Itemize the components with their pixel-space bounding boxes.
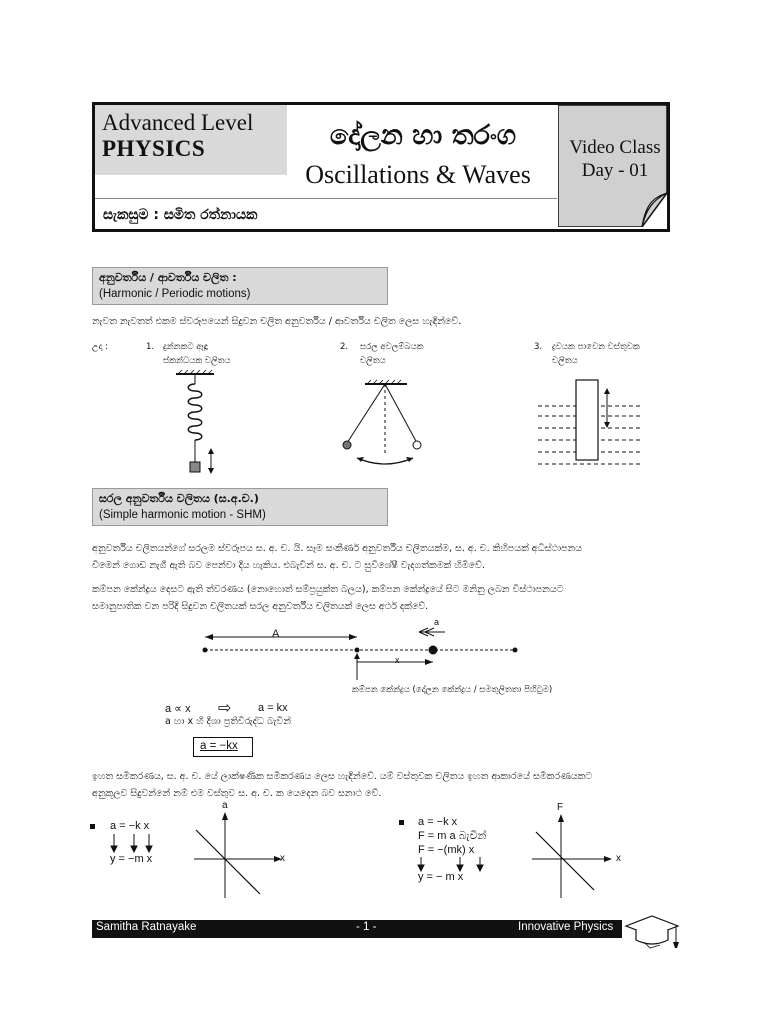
example-1-line2: ස්කන්ධයක චලිතය bbox=[163, 356, 231, 366]
displacement-label: x bbox=[395, 655, 400, 665]
footer-page-number: - 1 - bbox=[356, 921, 377, 933]
right-graph bbox=[528, 810, 628, 900]
pendulum-diagram bbox=[335, 378, 435, 470]
footer-brand: Innovative Physics bbox=[518, 921, 614, 933]
center-caption: කම්පන කේන්ද්‍රය (දෝලන කේන්ද්‍රය / සමතුලිතතා පිහිටුම) bbox=[352, 685, 553, 695]
graduation-cap-icon bbox=[622, 912, 682, 952]
title-sinhala: දෝලන හා තරංග bbox=[329, 120, 517, 151]
implies-arrow: ⇨ bbox=[218, 700, 232, 717]
spring-mass-diagram bbox=[170, 370, 230, 480]
subject-label: PHYSICS bbox=[102, 136, 206, 161]
relation-equation: a = kx bbox=[258, 702, 288, 714]
example-label: උදා : bbox=[92, 342, 108, 352]
paragraph-1-line2: වීමෙන් ගොඩ නැගී ඇති බව පෙන්වා දිය හැකිය. එබැවින් ස. අ. ච. ට සුවිශේෂී වැදගත්කමක් හිමිවේ. bbox=[92, 560, 485, 571]
left-graph-y-label: a bbox=[222, 800, 228, 811]
right-graph-y-label: F bbox=[557, 802, 564, 813]
intro-text: නැවත නැවතත් එකම ස්වරූපයෙන් සිදුවන චලිත අනුවර්තීය / ආවර්තීය චලිත ලෙස හැඳින්වේ. bbox=[92, 316, 462, 327]
bullet-left bbox=[90, 824, 95, 829]
section-heading-si: සරල අනුවර්තීය චලිතය (ස.අ.ච.) bbox=[99, 492, 259, 505]
author-line: සැකසුම : සමිත රත්නායක bbox=[103, 207, 258, 223]
example-1-num: 1. bbox=[146, 342, 155, 352]
floating-body-diagram bbox=[536, 378, 644, 470]
section-heading-en: (Simple harmonic motion - SHM) bbox=[99, 509, 266, 521]
paragraph-3-line1: ඉහත සමීකරණය, ස. අ. ච. යේ ලාක්ෂණික සමීකරණය ලෙස හැඳින්වේ. යම් වස්තුවක චලිතය ඉහත ආකාරයේ සමීකරණයකට bbox=[92, 771, 593, 782]
example-3-line2: චලිතය bbox=[552, 356, 578, 366]
example-2-line2: චලිතය bbox=[360, 356, 386, 366]
paragraph-1-line1: අනුවර්තීය චලිතයන්ගේ සරලම ස්වරූපය ස. අ. ච. යි. සෑම සංකීර්ණ අනුවර්තීය චලිතයක්ම, ස. අ. ච. කිහිපයක් අධිස්ථාපනය bbox=[92, 543, 583, 554]
footer-author: Samitha Ratnayake bbox=[96, 921, 197, 933]
paragraph-2-line2: සමානුපාතික වන පරිදි සිදුවන චලිතයක් සරල අනුවර්තීය චලිතයක් ලෙස අර්ථ දක්වේ. bbox=[92, 601, 429, 612]
example-2-num: 2. bbox=[340, 342, 349, 352]
relation-note: a හා x හි දිශා ප්‍රතිවිරුද්ධ බැවින් bbox=[165, 716, 291, 727]
example-2-line1: සරල අවලම්බයක bbox=[360, 342, 424, 352]
left-graph-x-label: x bbox=[280, 853, 285, 864]
section-heading-harmonic bbox=[92, 267, 388, 305]
day-label: Day - 01 bbox=[581, 160, 649, 181]
section-heading-en: (Harmonic / Periodic motions) bbox=[99, 288, 251, 300]
right-eq-5: y = − m x bbox=[418, 871, 464, 883]
level-label: Advanced Level bbox=[102, 110, 254, 135]
video-class-label: Video Class bbox=[569, 137, 661, 158]
example-3-line1: ද්‍රවයක පාවෙන වස්තුවක bbox=[552, 342, 640, 352]
paragraph-3-line2: අනුකූලව සිදුවන්නේ නම් එම වස්තුව ස. අ. ච. ක යෙදෙන බව සනාථ වේ. bbox=[92, 788, 382, 799]
left-eq-1: a = −k x bbox=[110, 820, 150, 832]
right-graph-x-label: x bbox=[616, 853, 621, 864]
example-3-num: 3. bbox=[534, 342, 543, 352]
section-heading-shm bbox=[92, 488, 388, 526]
section-heading-si: අනුවර්තීය / ආවර්තීය චලිත : bbox=[99, 271, 237, 284]
paragraph-2-line1: කම්පන කේන්ද්‍රය දෙසට ඇති ත්වරණය (නොහොත් සම්ප්‍රයුක්ත බලය), කම්පන කේන්ද්‍රයේ සිට මනිනු ලබන විස්ථාපනයට bbox=[92, 584, 564, 595]
relation-proportional: a ∝ x bbox=[165, 703, 191, 715]
right-eq-3: F = −(mk) x bbox=[418, 844, 475, 856]
bullet-right bbox=[399, 820, 404, 825]
acceleration-label: a bbox=[434, 617, 440, 627]
header-divider bbox=[95, 198, 557, 199]
left-eq-arrows bbox=[108, 834, 158, 854]
right-eq-2: F = m a බැවින් bbox=[418, 830, 487, 842]
right-eq-1: a = −k x bbox=[418, 816, 458, 828]
shm-line-diagram bbox=[195, 618, 525, 680]
title-english: Oscillations & Waves bbox=[305, 160, 531, 189]
formula-box bbox=[193, 737, 253, 757]
left-eq-3: y = −m x bbox=[110, 853, 153, 865]
amplitude-label: A bbox=[272, 628, 280, 640]
formula: a = −kx bbox=[200, 740, 238, 752]
example-1-line1: දුන්නකට ඈඳූ bbox=[163, 342, 208, 352]
